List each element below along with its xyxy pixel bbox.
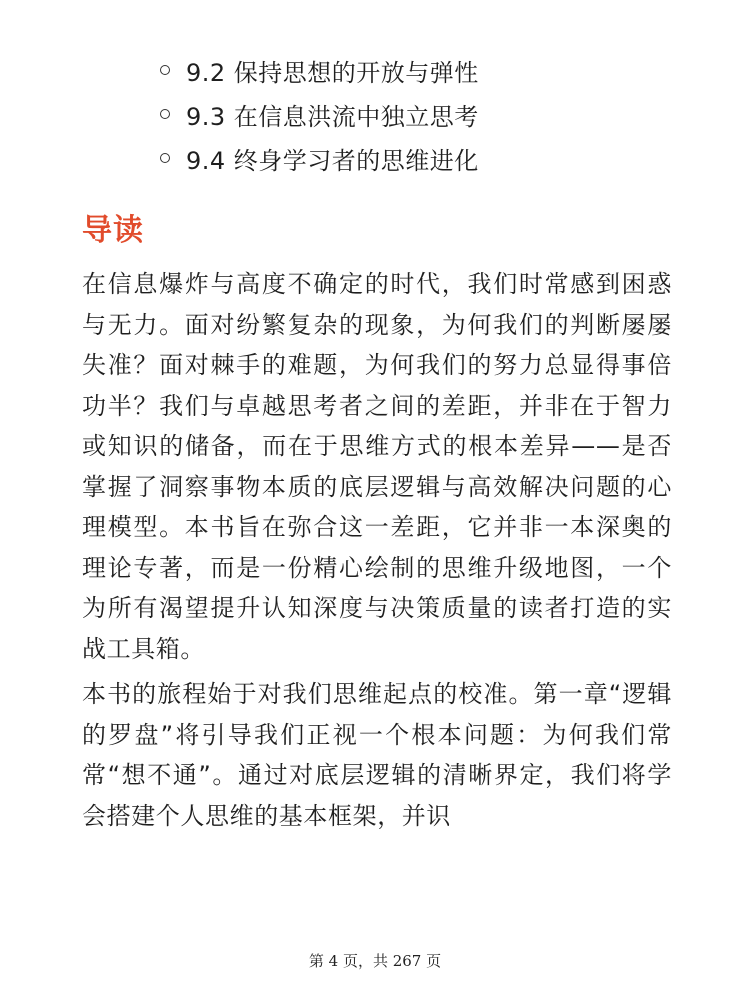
toc-item[interactable] [160,92,479,136]
toc-item[interactable] [160,136,479,180]
toc-item-label: 9.2 保持思想的开放与弹性 [186,58,479,87]
toc-item-label: 9.3 在信息洪流中独立思考 [186,102,479,131]
body-paragraph: 本书的旅程始于对我们思维起点的校准。第一章“逻辑的罗盘”将引导我们正视一个根本问题：为何我们常常“想不通”。通过对底层逻辑的清晰界定，我们将学会搭建个人思维的基本框架，并识 [82,680,672,830]
page-number-footer: 第 4 页，共 267 页 [308,952,442,970]
toc-item[interactable] [160,48,479,92]
toc-item-label: 9.4 终身学习者的思维进化 [186,146,479,175]
hollow-circle-bullet-icon [160,153,170,163]
hollow-circle-bullet-icon [160,65,170,75]
body-paragraph: 在信息爆炸与高度不确定的时代，我们时常感到困惑与无力。面对纷繁复杂的现象，为何我们的判断屡屡失准？面对棘手的难题，为何我们的努力总显得事倍功半？我们与卓越思考者之间的差距，并非在于智力或知识的储备，而在于思维方式的根本差异——是否掌握了洞察事物本质的底层逻辑与高效解决问题的心理模型。本书旨在弥合这一差距，它并非一本深奥的理论专著，而是一份精心绘制的思维升级地图，一个为所有渴望提升认知深度与决策质量的读者打造的实战工具箱。 [82,270,672,663]
toc-list [160,48,479,180]
section-title: 导读 [82,213,144,248]
hollow-circle-bullet-icon [160,109,170,119]
